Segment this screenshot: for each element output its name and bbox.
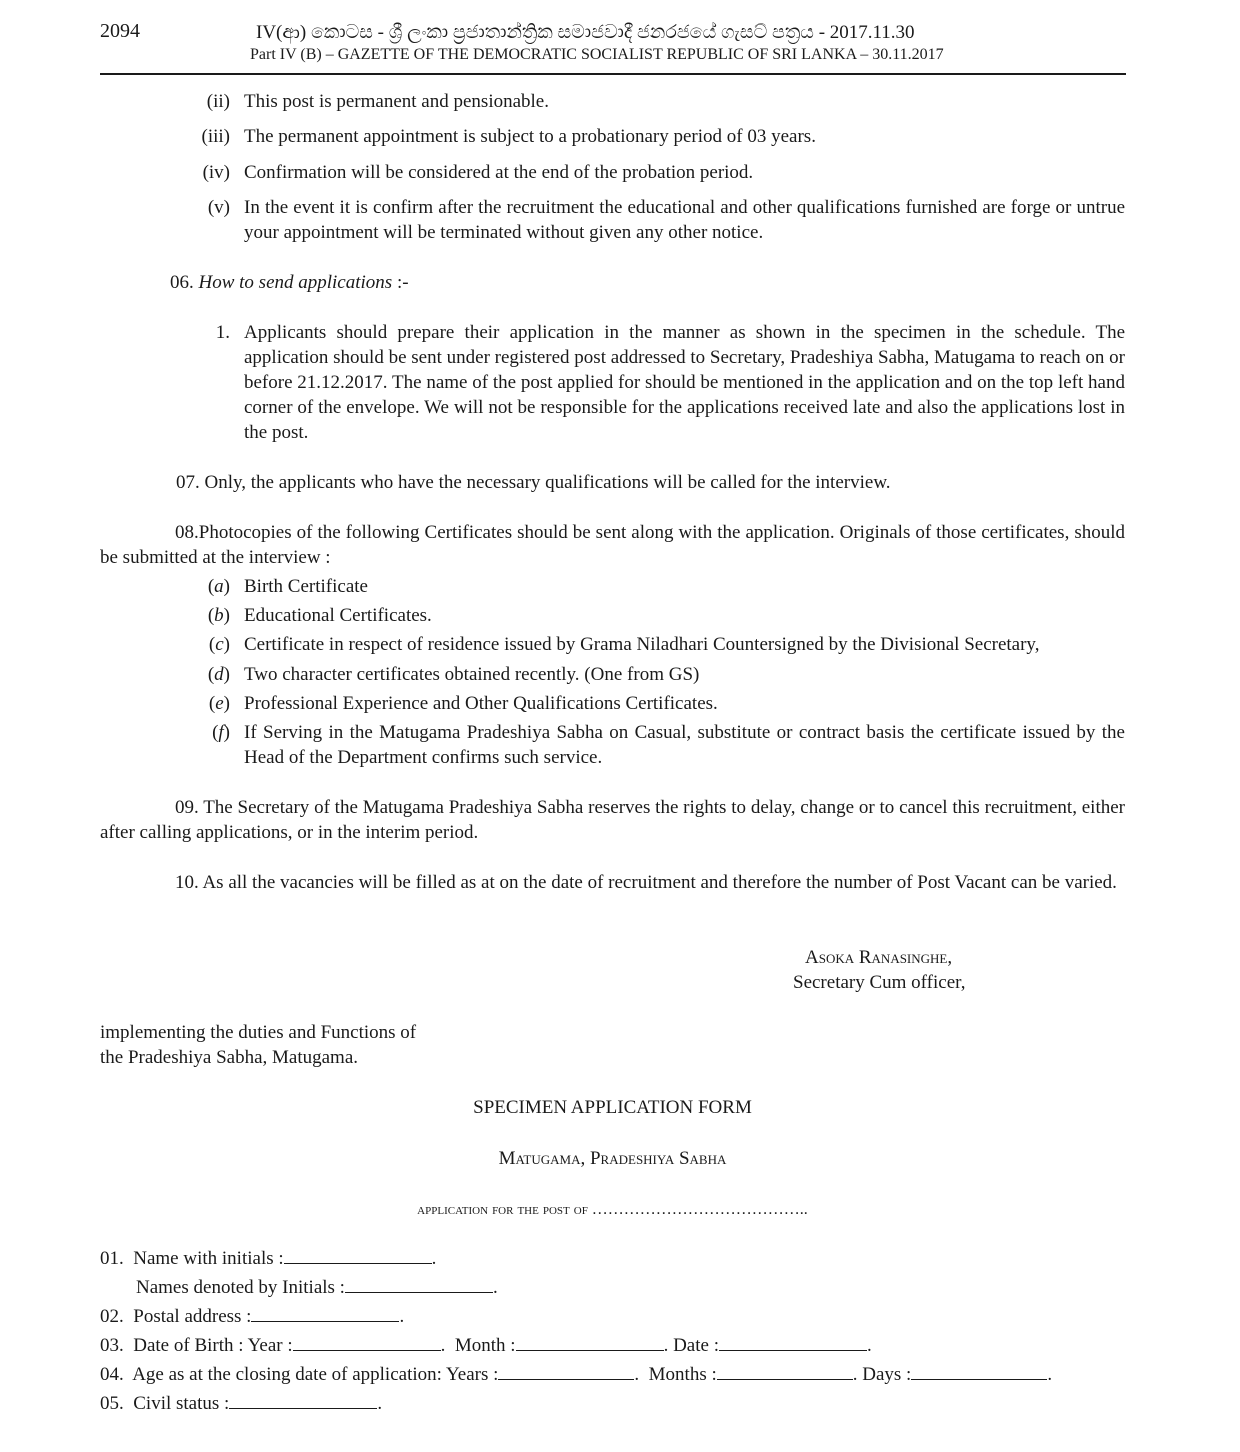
form-post-line: application for the post of ………………………………….. [417,1201,808,1218]
form-field-02: 02. Postal address : . [100,1306,405,1327]
form-blank [229,1394,377,1409]
form-field-04: 04. Age as at the closing date of application: Years : . Months : . Days : . [100,1364,1053,1385]
condition-text: The permanent appointment is subject to a probationary period of 03 years. [244,126,816,147]
certificate-letter: (f) [212,722,230,743]
section-08-intro: 08.Photocopies of the following Certificates should be sent along with the application. Originals of those certificates, should be submitted at the interview : [100,522,1125,568]
gazette-header-english: Part IV (B) – GAZETTE OF THE DEMOCRATIC SOCIALIST REPUBLIC OF SRI LANKA – 30.11.2017 [250,46,944,63]
signatory-name: Asoka Ranasinghe, [805,947,953,968]
certificate-text: Two character certificates obtained recently. (One from GS) [244,664,700,685]
certificate-text: If Serving in the Matugama Pradeshiya Sabha on Casual, substitute or contract basis the certificate issued by the Head of the Department confirms such service. [244,722,1125,768]
section-09: 09. The Secretary of the Matugama Pradeshiya Sabha reserves the rights to delay, change or to cancel this recruitment, either after calling applications, or in the interim period. [100,797,1125,843]
page-number: 2094 [100,20,140,42]
certificate-letter: (a) [207,576,230,597]
form-org: Matugama, Pradeshiya Sabha [498,1148,727,1169]
condition-text: This post is permanent and pensionable. [244,91,549,112]
section-06-item-text: Applicants should prepare their application in the manner as shown in the specimen in the schedule. The application should be sent under registered post addressed to Secretary, Pradeshiya Sabha, Matugama to reach on or before 21.12.2017. The name of the post applied for should be mentioned in the application and on the top left hand corner of the envelope. We will not be responsible for the applications received late and also the applications lost in the post. [244,322,1125,443]
certificate-text: Birth Certificate [244,576,368,597]
signatory-duty-line: the Pradeshiya Sabha, Matugama. [100,1047,359,1068]
form-title: SPECIMEN APPLICATION FORM [473,1097,752,1118]
form-blank [516,1336,664,1351]
form-field-01: 01. Name with initials : . [100,1248,437,1269]
certificate-letter: (b) [207,605,230,626]
section-10: 10. As all the vacancies will be filled as at on the date of recruitment and therefore the number of Post Vacant can be varied. [175,872,1117,893]
form-blank [345,1278,493,1293]
form-blank [498,1365,634,1380]
form-field-03: 03. Date of Birth : Year : . Month : . Date : . [100,1335,872,1356]
signatory-duty-line: implementing the duties and Functions of [100,1022,417,1043]
form-field-05: 05. Civil status : . [100,1393,383,1414]
gazette-header-sinhala: IV(ආ) කොටස - ශ්‍රී ලංකා ප්‍රජාතාන්ත්‍රික සමාජවාදී ජනරජයේ ගැසට් පත්‍රය - 2017.11.30 [256,22,915,43]
certificate-letter: (d) [207,664,230,685]
form-field-01b: Names denoted by Initials : . [136,1277,498,1298]
section-06-item-number: 1. [215,322,230,343]
form-blank [719,1336,867,1351]
certificate-text: Certificate in respect of residence issued by Grama Niladhari Countersigned by the Divisional Secretary, [244,634,1040,655]
section-06-heading: 06. How to send applications :- [170,272,409,293]
signatory-title: Secretary Cum officer, [793,972,966,993]
condition-text: Confirmation will be considered at the end of the probation period. [244,162,754,183]
condition-text: In the event it is confirm after the recruitment the educational and other qualifications furnished are forge or untrue your appointment will be terminated without given any other notice. [244,197,1125,243]
form-blank [293,1336,441,1351]
certificate-text: Educational Certificates. [244,605,432,626]
certificate-letter: (c) [208,634,230,655]
form-blank [911,1365,1047,1380]
form-blank [284,1249,432,1264]
condition-number: (iii) [201,126,230,147]
condition-number: (ii) [206,91,230,112]
certificate-letter: (e) [208,693,230,714]
condition-number: (v) [207,197,230,218]
form-blank [717,1365,853,1380]
certificate-text: Professional Experience and Other Qualifications Certificates. [244,693,718,714]
form-blank [251,1307,399,1322]
header-rule [100,73,1126,75]
condition-number: (iv) [202,162,230,183]
section-07: 07. Only, the applicants who have the necessary qualifications will be called for the interview. [176,472,891,493]
